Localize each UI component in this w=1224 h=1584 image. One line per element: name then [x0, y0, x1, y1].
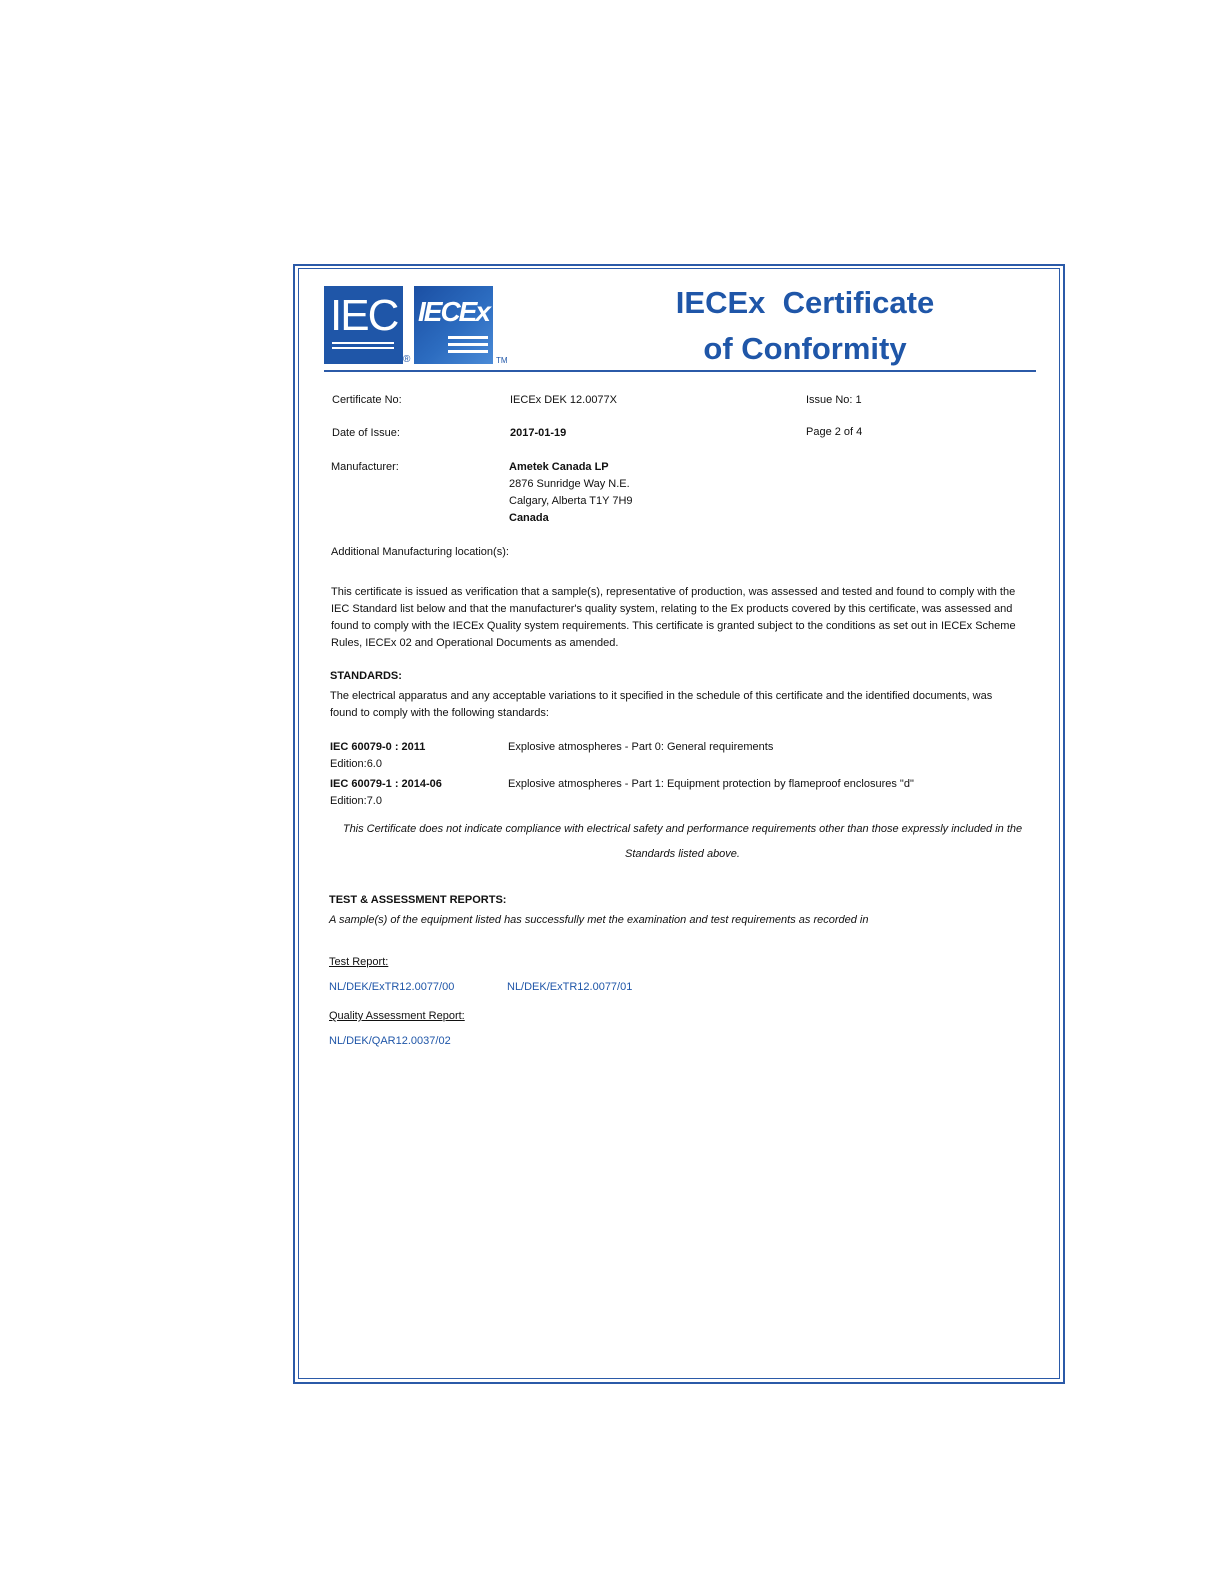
iec-logo-lines — [332, 342, 394, 352]
reports-heading: TEST & ASSESSMENT REPORTS: — [329, 894, 507, 906]
qar-label: Quality Assessment Report: — [329, 1010, 465, 1022]
iec-logo-text: IEC — [330, 291, 398, 340]
compliance-disclaimer-line-1: This Certificate does not indicate compliance with electrical safety and performance requirements other than those expressly included in the — [342, 823, 1023, 835]
trademark-mark: TM — [496, 356, 508, 365]
iec-logo — [324, 286, 403, 364]
manufacturer-name: Ametek Canada LP — [509, 461, 609, 473]
certificate-no-label: Certificate No: — [332, 394, 402, 406]
reports-intro: A sample(s) of the equipment listed has successfully met the examination and test requirements as recorded in — [329, 914, 869, 926]
test-report-link[interactable]: NL/DEK/ExTR12.0077/00 — [329, 981, 455, 993]
standard-edition: Edition:6.0 — [330, 758, 382, 770]
manufacturer-address-street: 2876 Sunridge Way N.E. — [509, 478, 630, 490]
certificate-statement: This certificate is issued as verification that a sample(s), representative of production, was assessed and tested and found to comply with the IEC Standard list below and that the manufacturer's quality system, relating to the Ex products covered by this certificate, was assessed and found to comply with the IECEx Quality system requirements. This certificate is granted subject to the conditions as set out in IECEx Scheme Rules, IECEx 02 and Operational Documents as amended. — [331, 586, 1016, 649]
iecex-logo-text: IECEx — [418, 296, 489, 327]
page-number: Page 2 of 4 — [806, 426, 863, 438]
qar-link[interactable]: NL/DEK/QAR12.0037/02 — [329, 1035, 451, 1047]
manufacturer-label: Manufacturer: — [331, 461, 399, 473]
header-divider — [324, 370, 1036, 372]
standard-code: IEC 60079-1 : 2014-06 — [330, 778, 442, 790]
standards-intro: The electrical apparatus and any acceptable variations to it specified in the schedule of this certificate and the identified documents, was found to comply with the following standards: — [330, 690, 993, 719]
title-line-2: of Conformity — [703, 331, 907, 366]
manufacturer-address-city: Calgary, Alberta T1Y 7H9 — [509, 495, 633, 507]
manufacturer-address-country: Canada — [509, 512, 549, 524]
test-report-link[interactable]: NL/DEK/ExTR12.0077/01 — [507, 981, 633, 993]
registered-mark: ® — [403, 354, 411, 365]
certificate-no-value: IECEx DEK 12.0077X — [510, 394, 618, 406]
standards-heading: STANDARDS: — [330, 670, 402, 682]
standard-code: IEC 60079-0 : 2011 — [330, 741, 426, 753]
date-of-issue-label: Date of Issue: — [332, 427, 400, 439]
issue-no: Issue No: 1 — [806, 394, 862, 406]
compliance-disclaimer-line-2: Standards listed above. — [625, 848, 740, 860]
iecex-logo — [414, 286, 493, 364]
page-title — [640, 280, 970, 372]
iecex-logo-lines — [448, 336, 488, 357]
standard-description: Explosive atmospheres - Part 1: Equipment protection by flameproof enclosures "d" — [508, 778, 914, 790]
standard-edition: Edition:7.0 — [330, 795, 382, 807]
test-report-label: Test Report: — [329, 956, 389, 968]
additional-locations-label: Additional Manufacturing location(s): — [331, 546, 509, 558]
standard-description: Explosive atmospheres - Part 0: General requirements — [508, 741, 774, 753]
title-line-1: IECEx Certificate — [675, 285, 935, 320]
date-of-issue-value: 2017-01-19 — [510, 427, 567, 439]
